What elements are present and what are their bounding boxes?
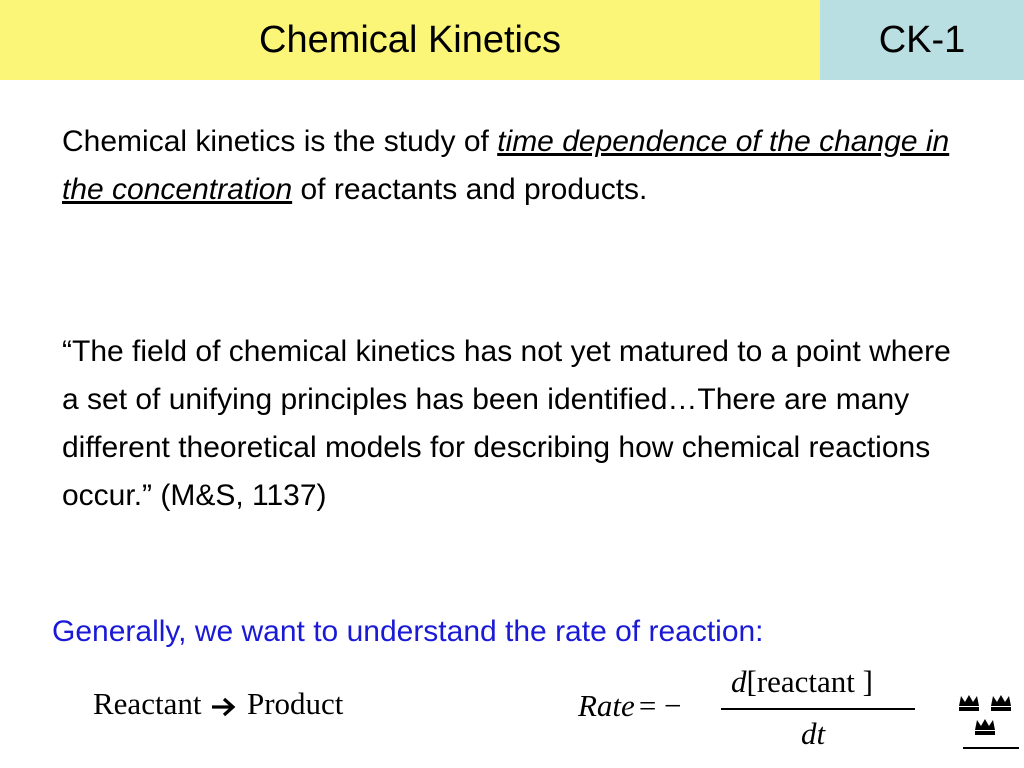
equation-rate-symbol: Rate bbox=[578, 688, 635, 723]
numerator-species: [reactant ] bbox=[746, 664, 873, 699]
title-bar bbox=[0, 0, 820, 80]
right-arrow-icon bbox=[211, 696, 237, 718]
equation-numerator bbox=[731, 664, 873, 700]
definition-emphasis: time dependence of the change in the concentration bbox=[62, 125, 950, 206]
reactant-label: Reactant bbox=[93, 686, 202, 721]
equation-operator: = − bbox=[638, 688, 682, 723]
slide-title: Chemical Kinetics bbox=[259, 18, 561, 61]
definition-pre: Chemical kinetics is the study of bbox=[62, 125, 498, 158]
equation-lhs bbox=[578, 688, 682, 724]
product-label: Product bbox=[246, 686, 344, 721]
rate-highlight-text: Generally, we want to understand the rate of reaction: bbox=[52, 615, 764, 648]
quote-paragraph: “The field of chemical kinetics has not yet matured to a point where a set of unifying principles has been identified…There are many different theoretical models for describing how chemical reactions occur.” (M&S, 1137) bbox=[62, 335, 951, 512]
three-crowns-logo-icon bbox=[953, 692, 1019, 752]
slide-code-box bbox=[820, 0, 1024, 80]
equation-denominator: dt bbox=[801, 716, 826, 751]
numerator-d: d bbox=[731, 664, 747, 699]
fraction-bar bbox=[721, 708, 915, 710]
slide-code: CK-1 bbox=[878, 18, 966, 61]
reaction-line bbox=[93, 686, 343, 722]
definition-post: of reactants and products. bbox=[292, 173, 648, 206]
definition-paragraph bbox=[62, 118, 972, 214]
